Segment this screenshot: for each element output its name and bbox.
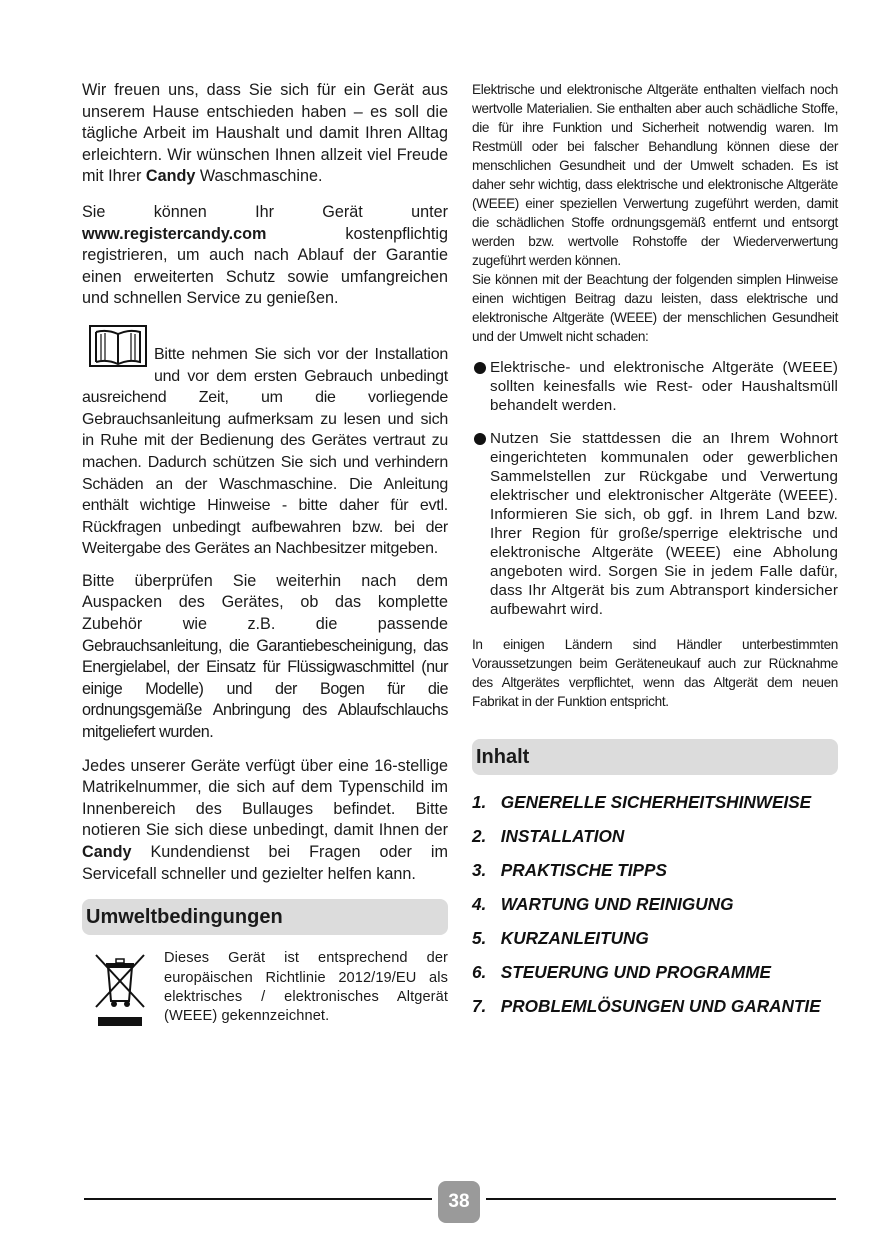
list-item: Nutzen Sie stattdessen die an Ihrem Wohnort eingerichteten kommunalen oder gewerblichen Sammelstellen zur Rückgabe und Verwertung elektrischer und elektronischer Altgeräte (WEEE). Informieren Sie sich, ob ggf. in Ihrem Land bzw. Ihrer Region für große/sperrige elektrische und elektronische Altgeräte (WEEE) eine Abholung angeboten wird. Sorgen Sie in jedem Falle dafür, dass Ihr Altgerät bis zum Abtransport kindersicher aufbewahrt wird. — [472, 429, 838, 619]
left-column — [82, 80, 448, 1029]
weee-label-text: Dieses Gerät ist entsprechend der europäischen Richtlinie 2012/19/EU als elektrisches / elektronisches Altgerät (WEEE) gekennzeichnet. — [164, 950, 448, 1025]
toc-item-1[interactable]: 1. GENERELLE SICHERHEITSHINWEISE — [472, 792, 812, 812]
footer-rule-left — [84, 1198, 432, 1200]
serial-number-paragraph: Jedes unserer Geräte verfügt über eine 16-stellige Matrikelnummer, die sich auf dem Typenschild im Innenbereich des Bullauges befindet. Bitte notieren Sie sich diese unbedingt, damit Ihnen der Candy Kundendienst bei Fragen oder im Servicefall schneller und gezielter helfen kann. — [82, 756, 448, 883]
toc-item-2[interactable]: 2. INSTALLATION — [472, 826, 625, 846]
weee-hint-paragraph: Sie können mit der Beachtung der folgenden simplen Hinweise einen wichtigen Beitrag dazu leisten, dass elektrische und elektronische Altgeräte (WEEE) der menschlichen Gesundheit und der Umwelt nicht schaden: — [472, 272, 838, 344]
weee-info-paragraph: Elektrische und elektronische Altgeräte enthalten vielfach noch wertvolle Materialien. Sie enthalten aber auch schädliche Stoffe, die für ihre Funktion und Sicherheit notwendig waren. Im Restmüll oder bei falscher Behandlung können diese der menschlichen Gesundheit und der Umwelt schaden. Es ist daher sehr wichtig, dass elektrische und elektronische Altgeräte (WEEE) einer speziellen Verwertung zugeführt werden, damit die schädlichen Stoffe ordnungsgemäß entfernt und entsorgt werden bzw. wertvolle Rohstoffe der Wiederverwertung zugeführt werden können. — [472, 82, 838, 268]
toc-item-6[interactable]: 6. STEUERUNG UND PROGRAMME — [472, 962, 772, 982]
page-number: 38 — [438, 1181, 480, 1223]
contents-heading: Inhalt — [472, 739, 838, 775]
book-icon — [88, 324, 148, 368]
footer-rule-right — [486, 1198, 836, 1200]
brand-name: Candy — [145, 167, 196, 186]
toc-item-4[interactable]: 4. WARTUNG UND REINIGUNG — [472, 894, 734, 914]
brand-name-service: Candy — [82, 843, 132, 861]
weee-label-row — [82, 949, 448, 1029]
manual-note: Bitte nehmen Sie sich vor der Installation und vor dem ersten Gebrauch unbedingt ausreichend Zeit, um die vorliegende Gebrauchsanleitung aufmerksam zu lesen und sich in Ruhe mit der Bedienung des Gerätes vertraut zu machen. Dadurch schützen Sie sich und verhindern Schäden an der Waschmaschine. Die Anleitung enthält wichtige Hinweise - bitte daher für evtl. Rückfragen unbedingt aufbewahren bzw. bei der Weitergabe des Gerätes an Nachbesitzer mitgeben. — [82, 344, 448, 560]
toc-item-7[interactable]: 7. PROBLEMLÖSUNGEN UND GARANTIE — [472, 996, 821, 1016]
environment-heading: Umweltbedingungen — [82, 899, 448, 935]
bullet-icon — [474, 362, 486, 374]
toc-item-5[interactable]: 5. KURZANLEITUNG — [472, 928, 649, 948]
crossed-bin-icon — [94, 951, 150, 1027]
toc-item-3[interactable]: 3. PRAKTISCHE TIPPS — [472, 860, 667, 880]
retailer-note: In einigen Ländern sind Händler unterbestimmten Voraussetzungen beim Geräteneukauf auch zur Rücknahme des Altgerätes verpflichtet, wenn das Altgerät dem neuen Fabrikat in der Funktion entspricht. — [472, 637, 838, 709]
registration-paragraph: Sie können Ihr Gerät unter www.registercandy.com kostenpflichtig registrieren, um auch nach Ablauf der Garantie einen erweiterten Schutz sowie umfangreichen und schnellen Service zu genießen. — [82, 202, 448, 308]
register-url: www.registercandy.com — [82, 224, 267, 243]
list-item: Elektrische- und elektronische Altgeräte (WEEE) sollten keinesfalls wie Rest- oder Haushaltsmüll behandelt werden. — [472, 358, 838, 415]
bullet-icon — [474, 433, 486, 445]
table-of-contents — [472, 785, 838, 1023]
right-column — [472, 80, 838, 1023]
accessories-paragraph: Bitte überprüfen Sie weiterhin nach dem Auspacken des Gerätes, ob das komplette Zubehör wie z.B. die passende Gebrauchsanleitung, die Garantiebescheinigung, das Energielabel, der Einsatz für Flüssigwaschmittel (nur einige Modelle) und der Bogen für die ordnungsgemäße Anbringung des Ablaufschlauchs mitgeliefert wurden. — [82, 571, 448, 742]
intro-paragraph: Wir freuen uns, dass Sie sich für ein Gerät aus unserem Hause entschieden haben – es soll die tägliche Arbeit im Haushalt und damit Ihren Alltag erleichtern. Wir wünschen Ihnen allzeit viel Freude mit Ihrer Candy Waschmaschine. — [82, 81, 448, 186]
